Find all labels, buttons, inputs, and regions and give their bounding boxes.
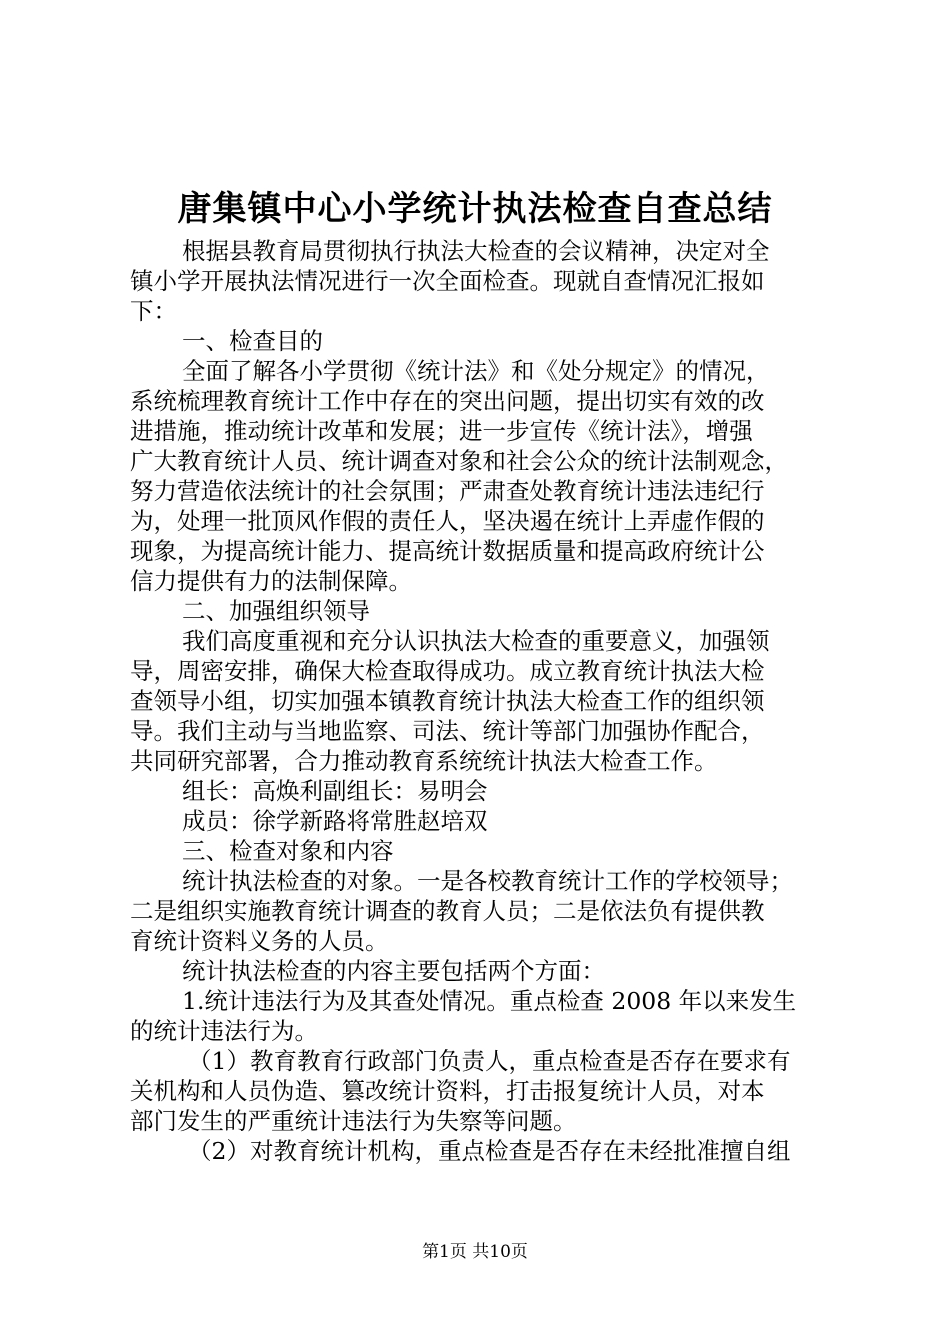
page-number: 第1页 共10页 xyxy=(422,1242,528,1262)
body-line: 部门发生的严重统计违法行为失察等问题。 xyxy=(130,1107,577,1135)
body-line: 信力提供有力的法制保障。 xyxy=(130,567,412,595)
document-title: 唐集镇中心小学统计执法检查自查总结 xyxy=(177,189,773,229)
body-line: 查领导小组，切实加强本镇教育统计执法大检查工作的组织领 xyxy=(130,687,765,715)
section-heading: 一、检查目的 xyxy=(182,327,323,355)
body-line: 努力营造依法统计的社会氛围；严肃查处教育统计违法违纪行 xyxy=(130,477,765,505)
body-line: 育统计资料义务的人员。 xyxy=(130,927,389,955)
body-line: 广大教育统计人员、统计调查对象和社会公众的统计法制观念， xyxy=(130,447,788,475)
section-heading: 二、加强组织领导 xyxy=(182,597,370,625)
body-line: 我们高度重视和充分认识执法大检查的重要意义，加强领 xyxy=(182,627,770,655)
body-line: 组长：高焕利副组长：易明会 xyxy=(182,777,488,805)
body-line: 下： xyxy=(130,297,177,325)
body-line: 统计执法检查的内容主要包括两个方面： xyxy=(182,957,605,985)
body-line: 根据县教育局贯彻执行执法大检查的会议精神，决定对全 xyxy=(182,237,770,265)
body-line: （1）教育教育行政部门负责人，重点检查是否存在要求有 xyxy=(188,1047,791,1075)
body-line: 导。我们主动与当地监察、司法、统计等部门加强协作配合， xyxy=(130,717,765,745)
body-line: 镇小学开展执法情况进行一次全面检查。现就自查情况汇报如 xyxy=(130,267,765,295)
body-line: 为，处理一批顶风作假的责任人，坚决遏在统计上弄虚作假的 xyxy=(130,507,765,535)
body-line: （2）对教育统计机构，重点检查是否存在未经批准擅自组 xyxy=(188,1137,791,1165)
body-line: 的统计违法行为。 xyxy=(130,1017,318,1045)
body-line: 统计执法检查的对象。一是各校教育统计工作的学校领导； xyxy=(182,867,793,895)
body-line: 导，周密安排，确保大检查取得成功。成立教育统计执法大检 xyxy=(130,657,765,685)
body-line: 进措施，推动统计改革和发展；进一步宣传《统计法》，增强 xyxy=(130,417,753,445)
body-line: 系统梳理教育统计工作中存在的突出问题，提出切实有效的改 xyxy=(130,387,765,415)
body-line: 共同研究部署，合力推动教育系统统计执法大检查工作。 xyxy=(130,747,718,775)
body-line: 全面了解各小学贯彻《统计法》和《处分规定》的情况， xyxy=(182,357,770,385)
document-body xyxy=(130,236,830,1166)
body-line: 1.统计违法行为及其查处情况。重点检查 2008 年以来发生 xyxy=(182,987,797,1015)
body-line: 关机构和人员伪造、篡改统计资料，打击报复统计人员，对本 xyxy=(130,1077,765,1105)
body-line: 现象，为提高统计能力、提高统计数据质量和提高政府统计公 xyxy=(130,537,765,565)
body-line: 二是组织实施教育统计调查的教育人员；二是依法负有提供教 xyxy=(130,897,765,925)
section-heading: 三、检查对象和内容 xyxy=(182,837,394,865)
body-line: 成员：徐学新路将常胜赵培双 xyxy=(182,807,488,835)
